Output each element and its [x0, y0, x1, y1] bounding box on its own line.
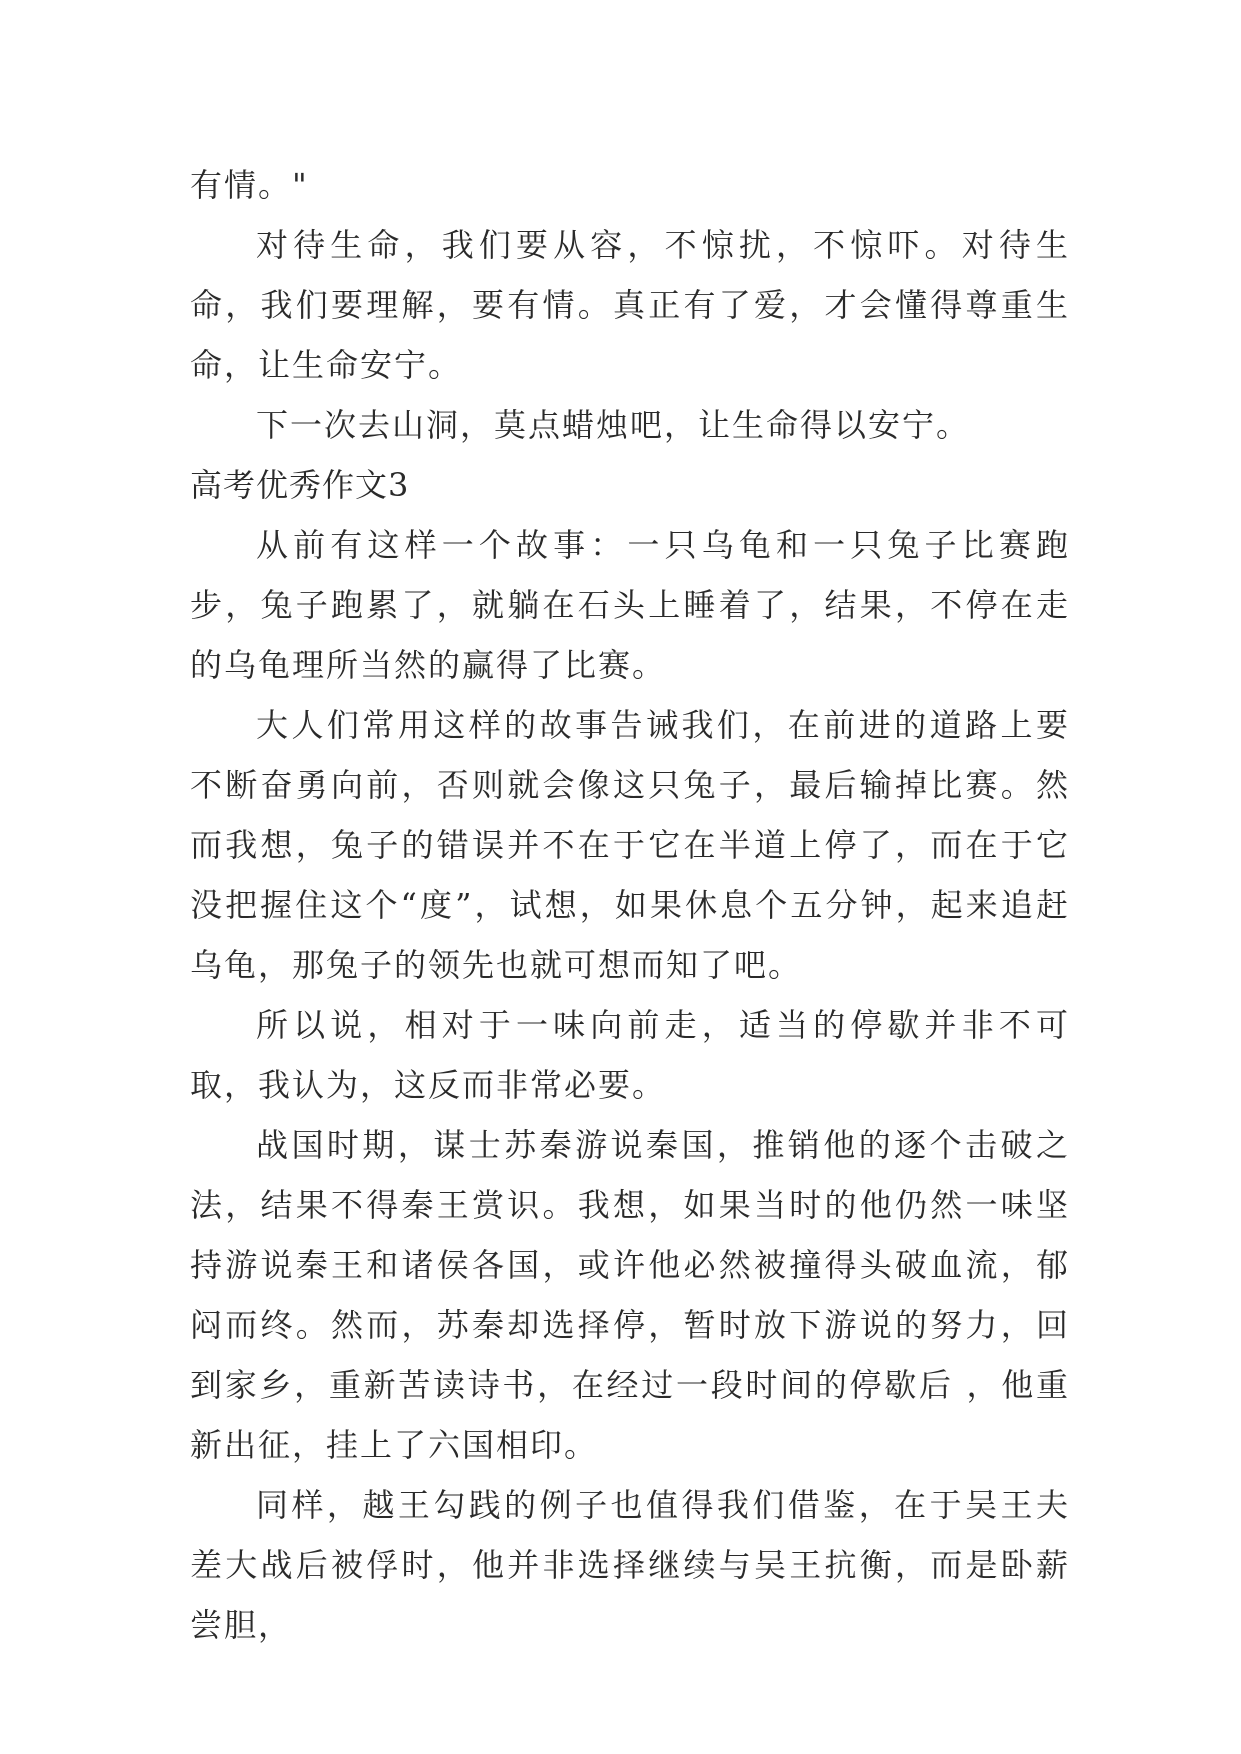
paragraph: 所以说，相对于一味向前走，适当的停歇并非不可取，我认为，这反而非常必要。: [190, 1006, 1070, 1104]
paragraph: 从前有这样一个故事：一只乌龟和一只兔子比赛跑步，兔子跑累了，就躺在石头上睡着了，结果，不停在走的乌龟理所当然的赢得了比赛。: [190, 526, 1070, 684]
paragraph: 对待生命，我们要从容，不惊扰，不惊吓。对待生命，我们要理解，要有情。真正有了爱，才会懂得尊重生命，让生命安宁。: [190, 226, 1070, 384]
paragraph-continuation: 有情。": [190, 166, 309, 204]
paragraph: 大人们常用这样的故事告诫我们，在前进的道路上要不断奋勇向前，否则就会像这只兔子，最后输掉比赛。然而我想，兔子的错误并不在于它在半道上停了，而在于它没把握住这个“度”，试想，如果休息个五分钟，起来追赶乌龟，那兔子的领先也就可想而知了吧。: [190, 706, 1070, 984]
paragraph: 同样，越王勾践的例子也值得我们借鉴，在于吴王夫差大战后被俘时，他并非选择继续与吴王抗衡，而是卧薪尝胆，: [190, 1486, 1070, 1644]
paragraph: 战国时期，谋士苏秦游说秦国，推销他的逐个击破之法，结果不得秦王赏识。我想，如果当时的他仍然一味坚持游说秦王和诸侯各国，或许他必然被撞得头破血流，郁闷而终。然而，苏秦却选择停，暂时放下游说的努力，回到家乡，重新苦读诗书，在经过一段时间的停歇后 ，他重新出征，挂上了六国相印。: [190, 1126, 1070, 1464]
document-body: [190, 155, 1070, 1655]
paragraph: 下一次去山洞，莫点蜡烛吧，让生命得以安宁。: [256, 406, 971, 444]
essay-heading: 高考优秀作文3: [190, 466, 410, 504]
